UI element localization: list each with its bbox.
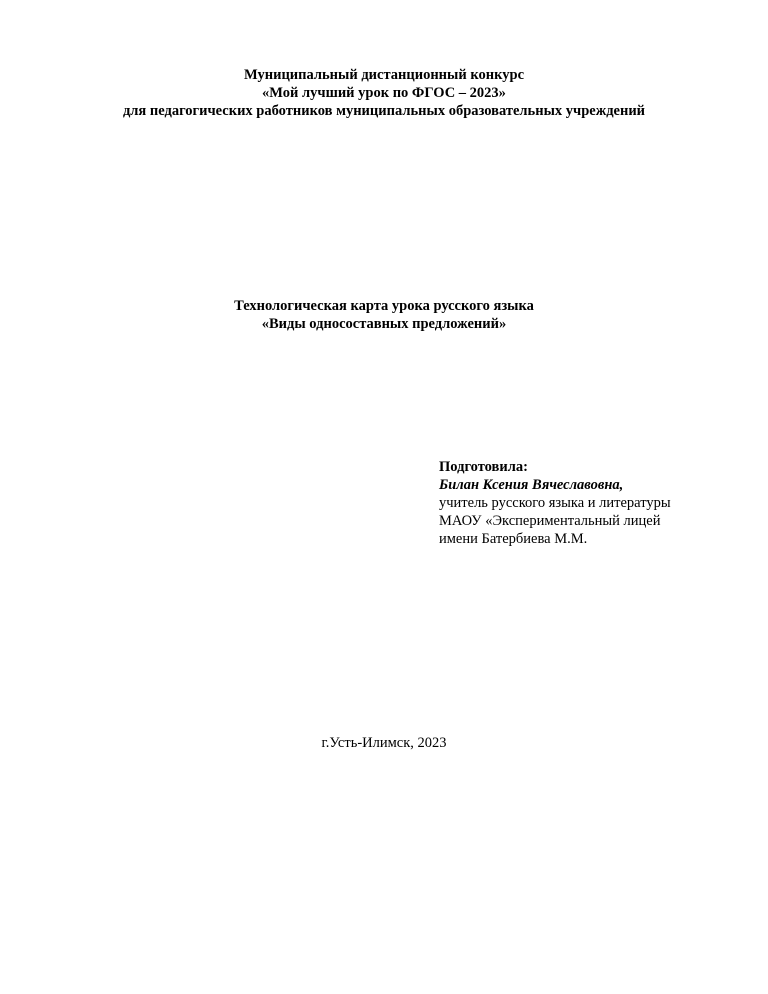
author-name: Билан Ксения Вячеславовна, xyxy=(439,477,624,493)
author-school-line1: МАОУ «Экспериментальный лицей xyxy=(439,513,661,529)
contest-audience: для педагогических работников муниципальных образовательных учреждений xyxy=(122,103,646,119)
author-position: учитель русского языка и литературы xyxy=(439,495,671,511)
contest-title: «Мой лучший урок по ФГОС – 2023» xyxy=(262,85,506,101)
place-year: г.Усть-Илимск, 2023 xyxy=(321,735,447,751)
author-label: Подготовила: xyxy=(439,459,528,475)
document-title: Технологическая карта урока русского языка xyxy=(234,298,534,314)
author-school-line2: имени Батербиева М.М. xyxy=(439,531,588,547)
author-block xyxy=(439,458,739,548)
contest-name: Муниципальный дистанционный конкурс xyxy=(243,67,525,83)
lesson-topic: «Виды односоставных предложений» xyxy=(261,316,507,332)
